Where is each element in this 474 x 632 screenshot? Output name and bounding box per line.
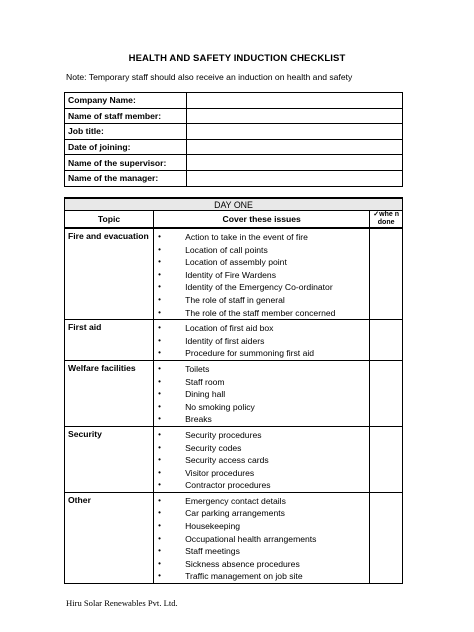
info-label: Job title: xyxy=(65,124,187,140)
document-title: HEALTH AND SAFETY INDUCTION CHECKLIST xyxy=(128,53,346,64)
issue-item xyxy=(154,533,369,546)
issue-item xyxy=(154,244,369,257)
issue-item xyxy=(154,454,369,467)
staff-info-body xyxy=(65,93,403,187)
issue-item xyxy=(154,520,369,533)
issue-item xyxy=(154,479,369,492)
checklist-row xyxy=(65,228,403,320)
issue-text: Procedure for summoning first aid xyxy=(185,348,315,359)
issue-item xyxy=(154,429,369,442)
issue-item xyxy=(154,307,369,320)
info-row xyxy=(65,93,403,109)
info-value-field[interactable] xyxy=(187,139,403,155)
info-value-field[interactable] xyxy=(187,170,403,186)
bullet-icon: • xyxy=(158,363,161,373)
bullet-icon: • xyxy=(158,546,161,556)
bullet-icon: • xyxy=(158,389,161,399)
issues-column-header: Cover these issues xyxy=(154,211,370,229)
bullet-icon: • xyxy=(158,244,161,254)
issue-item xyxy=(154,376,369,389)
issue-text: Action to take in the event of fire xyxy=(185,232,308,242)
checklist-body xyxy=(65,228,403,584)
bullet-icon: • xyxy=(158,480,161,490)
bullet-icon: • xyxy=(158,232,161,241)
issues-list xyxy=(154,322,369,360)
bullet-icon: • xyxy=(158,401,161,411)
info-row xyxy=(65,139,403,155)
topic-cell: First aid xyxy=(65,320,154,361)
issue-item xyxy=(154,269,369,282)
bullet-icon: • xyxy=(158,455,161,465)
issues-list xyxy=(154,363,369,426)
issue-text: Security access cards xyxy=(185,455,269,466)
issue-item xyxy=(154,413,369,426)
issue-text: Identity of first aiders xyxy=(185,335,265,346)
issues-cell xyxy=(154,492,370,583)
issue-text: Breaks xyxy=(185,414,212,425)
issue-text: Security codes xyxy=(185,442,242,453)
checklist-row xyxy=(65,320,403,361)
issue-item xyxy=(154,322,369,335)
issue-text: No smoking policy xyxy=(185,401,255,412)
issues-list xyxy=(154,495,369,583)
issue-text: Staff meetings xyxy=(185,546,240,557)
issue-item xyxy=(154,388,369,401)
checklist-row xyxy=(65,426,403,492)
issue-text: Emergency contact details xyxy=(185,495,286,506)
info-row xyxy=(65,108,403,124)
issues-cell xyxy=(154,426,370,492)
issue-item xyxy=(154,347,369,360)
topic-cell: Security xyxy=(65,426,154,492)
bullet-icon: • xyxy=(158,508,161,518)
issue-item xyxy=(154,335,369,348)
issue-text: Location of first aid box xyxy=(185,323,274,334)
info-value-field[interactable] xyxy=(187,93,403,109)
issue-item xyxy=(154,256,369,269)
topic-cell: Fire and evacuation xyxy=(65,228,154,320)
issue-item xyxy=(154,401,369,414)
issue-text: Location of call points xyxy=(185,244,268,255)
bullet-icon: • xyxy=(158,558,161,568)
bullet-icon: • xyxy=(158,294,161,304)
bullet-icon: • xyxy=(158,335,161,345)
bullet-icon: • xyxy=(158,376,161,386)
bullet-icon: • xyxy=(158,323,161,333)
bullet-icon: • xyxy=(158,429,161,439)
column-header-row xyxy=(65,211,403,229)
done-checkbox-cell[interactable] xyxy=(370,228,403,320)
issue-text: Security procedures xyxy=(185,429,262,440)
bullet-icon: • xyxy=(158,521,161,531)
bullet-icon: • xyxy=(158,414,161,424)
issues-list xyxy=(154,231,369,319)
issue-item xyxy=(154,507,369,520)
info-value-field[interactable] xyxy=(187,108,403,124)
done-checkbox-cell[interactable] xyxy=(370,426,403,492)
bullet-icon: • xyxy=(158,348,161,358)
info-value-field[interactable] xyxy=(187,155,403,171)
issue-text: Sickness absence procedures xyxy=(185,558,300,569)
bullet-icon: • xyxy=(158,442,161,452)
issue-text: Location of assembly point xyxy=(185,257,287,268)
topic-column-header: Topic xyxy=(65,211,154,229)
done-column-header: ✓whe n done xyxy=(370,211,403,229)
issue-item xyxy=(154,495,369,508)
issue-item xyxy=(154,231,369,244)
issue-text: Identity of the Emergency Co-ordinator xyxy=(185,282,333,293)
section-title-row xyxy=(65,198,403,211)
issue-text: The role of the staff member concerned xyxy=(185,307,336,318)
topic-cell: Other xyxy=(65,492,154,583)
issue-text: Toilets xyxy=(185,363,210,374)
issue-item xyxy=(154,442,369,455)
bullet-icon: • xyxy=(158,282,161,292)
section-title: DAY ONE xyxy=(65,198,403,211)
issues-cell xyxy=(154,360,370,426)
info-label: Name of staff member: xyxy=(65,108,187,124)
checklist-header xyxy=(65,198,403,228)
done-checkbox-cell[interactable] xyxy=(370,360,403,426)
bullet-icon: • xyxy=(158,307,161,317)
bullet-icon: • xyxy=(158,257,161,267)
issue-text: Contractor procedures xyxy=(185,480,271,491)
info-label: Name of the manager: xyxy=(65,170,187,186)
issue-text: Traffic management on job site xyxy=(185,571,303,582)
footer-company-name: Hiru Solar Renewables Pvt. Ltd. xyxy=(66,598,178,608)
issue-item xyxy=(154,281,369,294)
info-row xyxy=(65,155,403,171)
issues-cell xyxy=(154,320,370,361)
checklist-row xyxy=(65,492,403,583)
bullet-icon: • xyxy=(158,571,161,581)
issue-text: Occupational health arrangements xyxy=(185,533,317,544)
done-checkbox-cell[interactable] xyxy=(370,492,403,583)
info-value-field[interactable] xyxy=(187,124,403,140)
bullet-icon: • xyxy=(158,269,161,279)
info-label: Name of the supervisor: xyxy=(65,155,187,171)
info-label: Company Name: xyxy=(65,93,187,109)
staff-info-table xyxy=(64,92,403,187)
info-row xyxy=(65,124,403,140)
issues-list xyxy=(154,429,369,492)
issue-text: Dining hall xyxy=(185,389,226,400)
bullet-icon: • xyxy=(158,533,161,543)
issue-text: Housekeeping xyxy=(185,521,241,532)
done-checkbox-cell[interactable] xyxy=(370,320,403,361)
issue-item xyxy=(154,294,369,307)
issue-item xyxy=(154,545,369,558)
issue-text: Visitor procedures xyxy=(185,467,255,478)
issue-text: The role of staff in general xyxy=(185,294,285,305)
issue-text: Identity of Fire Wardens xyxy=(185,269,276,280)
induction-checklist-table xyxy=(64,197,403,584)
issue-text: Staff room xyxy=(185,376,225,387)
info-label: Date of joining: xyxy=(65,139,187,155)
bullet-icon: • xyxy=(158,467,161,477)
issue-item xyxy=(154,558,369,571)
issues-cell xyxy=(154,228,370,320)
issue-item xyxy=(154,363,369,376)
bullet-icon: • xyxy=(158,495,161,505)
issue-item xyxy=(154,570,369,583)
checklist-row xyxy=(65,360,403,426)
topic-cell: Welfare facilities xyxy=(65,360,154,426)
document-note: Note: Temporary staff should also receive an induction on health and safety xyxy=(66,72,353,82)
issue-text: Car parking arrangements xyxy=(185,508,285,519)
info-row xyxy=(65,170,403,186)
issue-item xyxy=(154,467,369,480)
